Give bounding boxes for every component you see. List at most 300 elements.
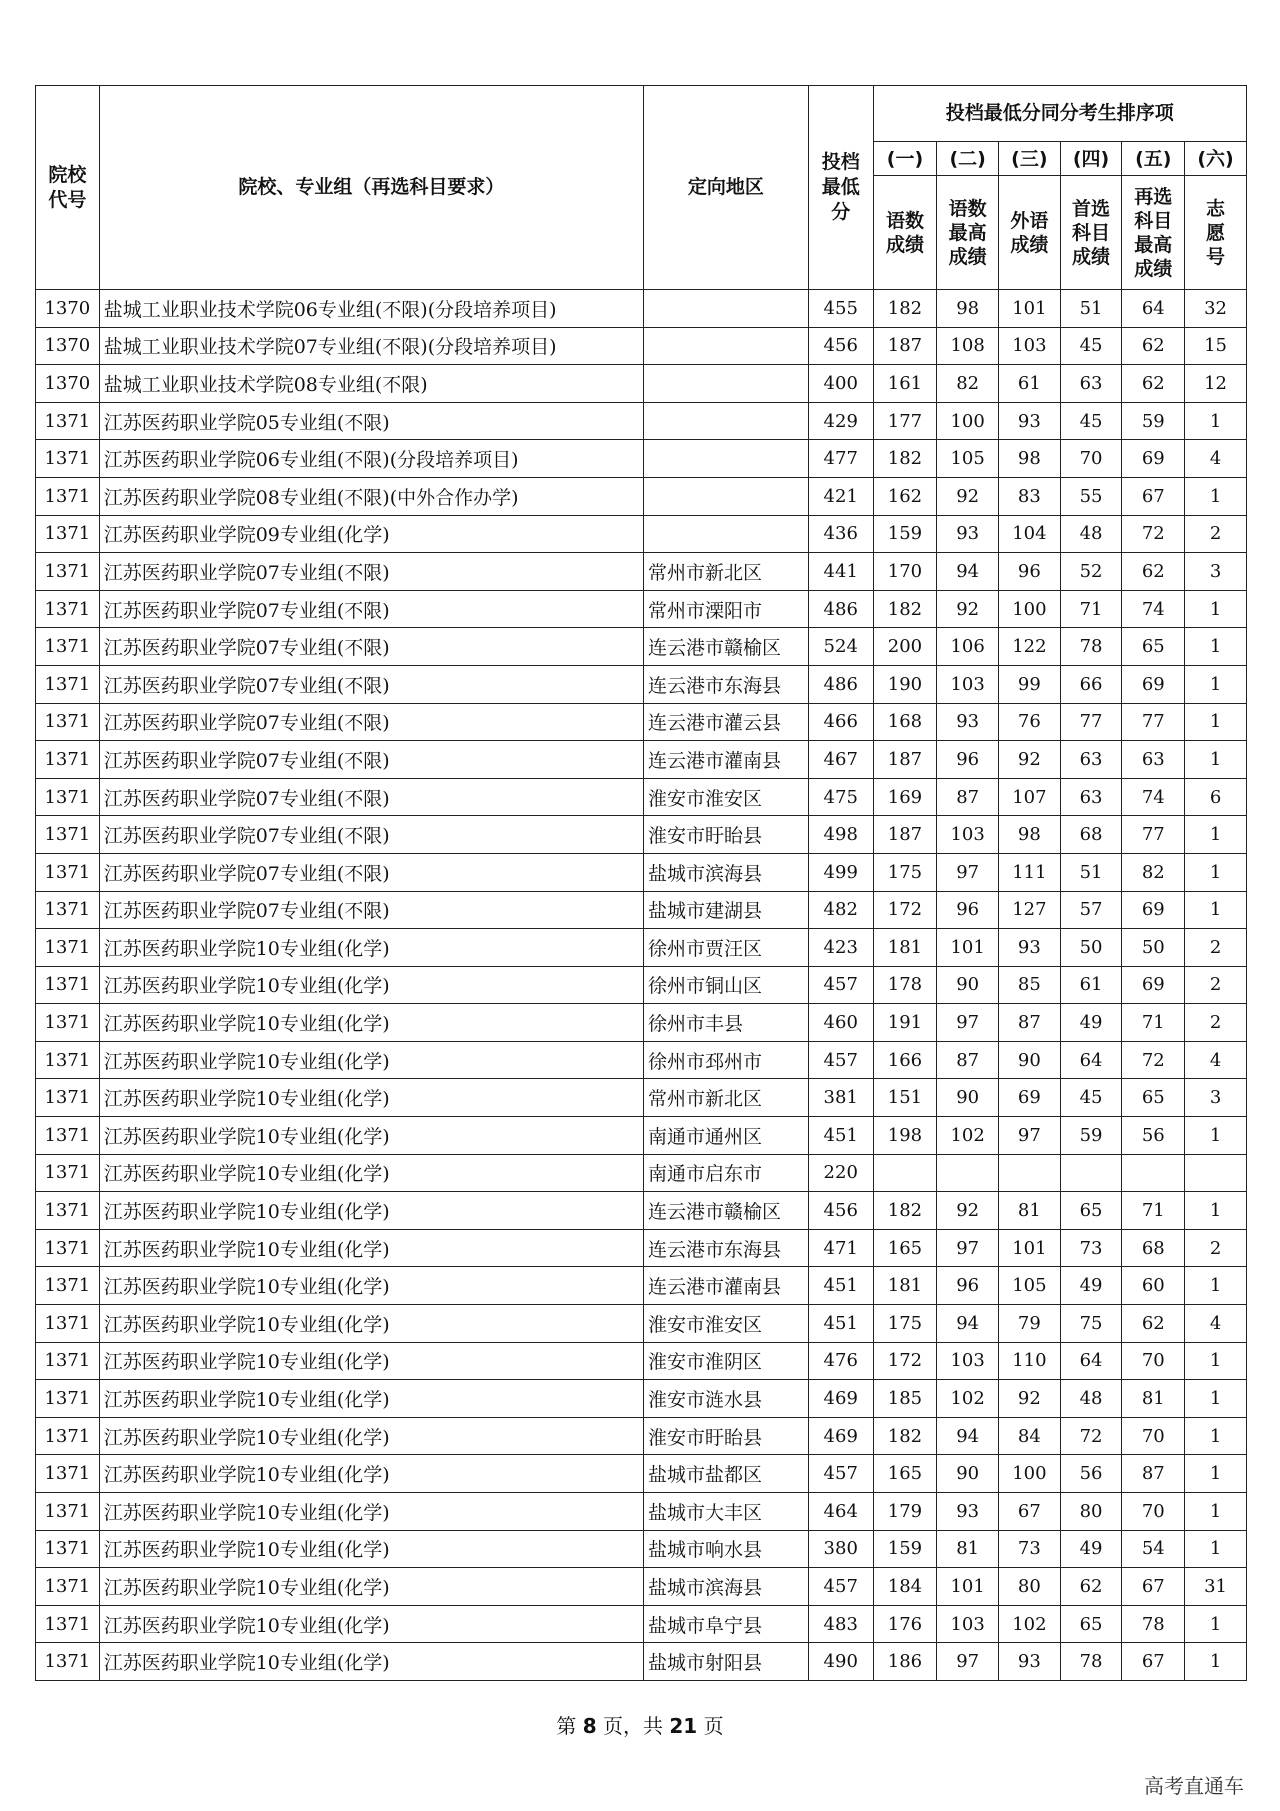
cell-s4: 56 bbox=[1060, 1455, 1122, 1493]
cell-name: 江苏医药职业学院10专业组(化学) bbox=[99, 1305, 643, 1343]
cell-s5: 70 bbox=[1122, 1342, 1185, 1380]
header-min-score: 投档最低分 bbox=[808, 86, 873, 290]
cell-s5: 74 bbox=[1122, 590, 1185, 628]
cell-s3: 79 bbox=[999, 1305, 1061, 1343]
cell-s1: 159 bbox=[873, 515, 937, 553]
cell-s5: 62 bbox=[1122, 365, 1185, 403]
cell-s6: 1 bbox=[1185, 402, 1247, 440]
cell-s5: 69 bbox=[1122, 665, 1185, 703]
cell-s1: 182 bbox=[873, 1417, 937, 1455]
cell-name: 盐城工业职业技术学院08专业组(不限) bbox=[99, 365, 643, 403]
cell-region: 连云港市灌云县 bbox=[643, 703, 808, 741]
cell-score: 423 bbox=[808, 929, 873, 967]
cell-name: 江苏医药职业学院10专业组(化学) bbox=[99, 1229, 643, 1267]
cell-s3: 87 bbox=[999, 1004, 1061, 1042]
cell-s6: 1 bbox=[1185, 1192, 1247, 1230]
cell-s6: 2 bbox=[1185, 966, 1247, 1004]
cell-s3: 101 bbox=[999, 1229, 1061, 1267]
cell-s1: 187 bbox=[873, 327, 937, 365]
cell-s2: 82 bbox=[937, 365, 999, 403]
cell-s2: 108 bbox=[937, 327, 999, 365]
cell-s4: 48 bbox=[1060, 515, 1122, 553]
cell-s3 bbox=[999, 1154, 1061, 1192]
cell-region: 徐州市丰县 bbox=[643, 1004, 808, 1042]
table-row bbox=[36, 1530, 1247, 1568]
cell-code: 1370 bbox=[36, 327, 100, 365]
cell-code: 1371 bbox=[36, 1568, 100, 1606]
cell-s4: 49 bbox=[1060, 1004, 1122, 1042]
cell-s3: 90 bbox=[999, 1041, 1061, 1079]
cell-score: 466 bbox=[808, 703, 873, 741]
table-row bbox=[36, 929, 1247, 967]
cell-s2: 87 bbox=[937, 778, 999, 816]
cell-s5: 56 bbox=[1122, 1117, 1185, 1155]
cell-s1: 181 bbox=[873, 929, 937, 967]
table-row bbox=[36, 1192, 1247, 1230]
cell-s5: 63 bbox=[1122, 741, 1185, 779]
cell-code: 1371 bbox=[36, 440, 100, 478]
cell-s4: 49 bbox=[1060, 1530, 1122, 1568]
header-sort-group: 投档最低分同分考生排序项 bbox=[873, 86, 1246, 142]
table-row bbox=[36, 816, 1247, 854]
cell-name: 盐城工业职业技术学院07专业组(不限)(分段培养项目) bbox=[99, 327, 643, 365]
cell-s5: 59 bbox=[1122, 402, 1185, 440]
cell-region bbox=[643, 402, 808, 440]
cell-s6: 2 bbox=[1185, 929, 1247, 967]
cell-code: 1371 bbox=[36, 891, 100, 929]
cell-code: 1371 bbox=[36, 477, 100, 515]
cell-s3: 122 bbox=[999, 628, 1061, 666]
cell-s1: 198 bbox=[873, 1117, 937, 1155]
cell-score: 475 bbox=[808, 778, 873, 816]
cell-region: 连云港市东海县 bbox=[643, 1229, 808, 1267]
cell-s2: 103 bbox=[937, 816, 999, 854]
table-row bbox=[36, 1568, 1247, 1606]
cell-region: 徐州市邳州市 bbox=[643, 1041, 808, 1079]
header-code: 院校代号 bbox=[36, 86, 100, 290]
cell-score: 451 bbox=[808, 1117, 873, 1155]
cell-name: 江苏医药职业学院10专业组(化学) bbox=[99, 1605, 643, 1643]
cell-region: 盐城市射阳县 bbox=[643, 1643, 808, 1681]
header-sub-num-1: (一) bbox=[873, 142, 937, 176]
cell-region: 盐城市盐都区 bbox=[643, 1455, 808, 1493]
table-row bbox=[36, 590, 1247, 628]
cell-s2: 105 bbox=[937, 440, 999, 478]
cell-s6: 1 bbox=[1185, 628, 1247, 666]
cell-region: 南通市通州区 bbox=[643, 1117, 808, 1155]
cell-score: 455 bbox=[808, 290, 873, 328]
table-row bbox=[36, 365, 1247, 403]
cell-s5: 67 bbox=[1122, 1643, 1185, 1681]
cell-name: 江苏医药职业学院10专业组(化学) bbox=[99, 1455, 643, 1493]
cell-code: 1371 bbox=[36, 1041, 100, 1079]
cell-score: 469 bbox=[808, 1417, 873, 1455]
cell-name: 江苏医药职业学院10专业组(化学) bbox=[99, 1417, 643, 1455]
cell-code: 1371 bbox=[36, 1267, 100, 1305]
cell-score: 469 bbox=[808, 1380, 873, 1418]
cell-code: 1371 bbox=[36, 590, 100, 628]
cell-s2: 106 bbox=[937, 628, 999, 666]
cell-s5: 70 bbox=[1122, 1493, 1185, 1531]
cell-s1: 179 bbox=[873, 1493, 937, 1531]
header-name: 院校、专业组（再选科目要求） bbox=[99, 86, 643, 290]
cell-s2: 93 bbox=[937, 515, 999, 553]
cell-s6: 1 bbox=[1185, 665, 1247, 703]
cell-score: 381 bbox=[808, 1079, 873, 1117]
cell-code: 1371 bbox=[36, 1004, 100, 1042]
cell-s4: 45 bbox=[1060, 1079, 1122, 1117]
cell-region bbox=[643, 365, 808, 403]
cell-s3: 98 bbox=[999, 440, 1061, 478]
header-sub-num-6: (六) bbox=[1185, 142, 1247, 176]
cell-s4: 63 bbox=[1060, 365, 1122, 403]
header-sub-num-4: (四) bbox=[1060, 142, 1122, 176]
header-sub-label-3: 外语成绩 bbox=[999, 176, 1061, 290]
cell-name: 江苏医药职业学院05专业组(不限) bbox=[99, 402, 643, 440]
cell-s4: 57 bbox=[1060, 891, 1122, 929]
cell-s5: 65 bbox=[1122, 628, 1185, 666]
cell-s2: 94 bbox=[937, 1305, 999, 1343]
cell-code: 1371 bbox=[36, 1455, 100, 1493]
cell-s1: 170 bbox=[873, 553, 937, 591]
cell-s5: 65 bbox=[1122, 1079, 1185, 1117]
table-row bbox=[36, 1229, 1247, 1267]
cell-code: 1371 bbox=[36, 1342, 100, 1380]
cell-s1: 184 bbox=[873, 1568, 937, 1606]
cell-code: 1371 bbox=[36, 1154, 100, 1192]
cell-s5: 77 bbox=[1122, 703, 1185, 741]
cell-s3: 92 bbox=[999, 1380, 1061, 1418]
table-row bbox=[36, 290, 1247, 328]
cell-s6: 1 bbox=[1185, 1380, 1247, 1418]
header-sub-label-6: 志愿号 bbox=[1185, 176, 1247, 290]
cell-s2: 96 bbox=[937, 1267, 999, 1305]
cell-score: 490 bbox=[808, 1643, 873, 1681]
cell-s1: 175 bbox=[873, 1305, 937, 1343]
cell-region bbox=[643, 327, 808, 365]
cell-s1: 166 bbox=[873, 1041, 937, 1079]
cell-s4: 77 bbox=[1060, 703, 1122, 741]
cell-score: 451 bbox=[808, 1267, 873, 1305]
cell-region bbox=[643, 477, 808, 515]
cell-s4: 64 bbox=[1060, 1041, 1122, 1079]
cell-score: 220 bbox=[808, 1154, 873, 1192]
cell-s6: 1 bbox=[1185, 853, 1247, 891]
cell-name: 江苏医药职业学院10专业组(化学) bbox=[99, 1192, 643, 1230]
cell-region: 盐城市建湖县 bbox=[643, 891, 808, 929]
cell-name: 江苏医药职业学院06专业组(不限)(分段培养项目) bbox=[99, 440, 643, 478]
cell-s5: 62 bbox=[1122, 553, 1185, 591]
table-row bbox=[36, 628, 1247, 666]
cell-region: 盐城市大丰区 bbox=[643, 1493, 808, 1531]
table-row bbox=[36, 515, 1247, 553]
cell-s3: 110 bbox=[999, 1342, 1061, 1380]
cell-s4: 50 bbox=[1060, 929, 1122, 967]
cell-s1: 191 bbox=[873, 1004, 937, 1042]
cell-score: 457 bbox=[808, 1568, 873, 1606]
cell-s2: 93 bbox=[937, 1493, 999, 1531]
cell-s3: 101 bbox=[999, 290, 1061, 328]
header-sub-num-2: (二) bbox=[937, 142, 999, 176]
header-sub-label-1: 语数成绩 bbox=[873, 176, 937, 290]
cell-s2: 97 bbox=[937, 853, 999, 891]
cell-name: 江苏医药职业学院10专业组(化学) bbox=[99, 1041, 643, 1079]
cell-s5 bbox=[1122, 1154, 1185, 1192]
cell-s4: 49 bbox=[1060, 1267, 1122, 1305]
cell-code: 1371 bbox=[36, 1117, 100, 1155]
cell-region bbox=[643, 440, 808, 478]
cell-s5: 62 bbox=[1122, 327, 1185, 365]
table-row bbox=[36, 1079, 1247, 1117]
cell-s6: 2 bbox=[1185, 1229, 1247, 1267]
cell-s3: 84 bbox=[999, 1417, 1061, 1455]
cell-s3: 105 bbox=[999, 1267, 1061, 1305]
cell-s6: 4 bbox=[1185, 440, 1247, 478]
cell-s5: 81 bbox=[1122, 1380, 1185, 1418]
cell-s2: 103 bbox=[937, 1605, 999, 1643]
cell-s2: 97 bbox=[937, 1229, 999, 1267]
table-row bbox=[36, 1004, 1247, 1042]
cell-s6: 2 bbox=[1185, 515, 1247, 553]
cell-s1: 161 bbox=[873, 365, 937, 403]
cell-score: 457 bbox=[808, 1041, 873, 1079]
cell-s1: 176 bbox=[873, 1605, 937, 1643]
cell-region: 连云港市东海县 bbox=[643, 665, 808, 703]
cell-s2: 81 bbox=[937, 1530, 999, 1568]
cell-region: 常州市新北区 bbox=[643, 553, 808, 591]
cell-name: 江苏医药职业学院10专业组(化学) bbox=[99, 1004, 643, 1042]
cell-code: 1371 bbox=[36, 929, 100, 967]
cell-s2: 94 bbox=[937, 553, 999, 591]
cell-region: 常州市新北区 bbox=[643, 1079, 808, 1117]
table-row bbox=[36, 966, 1247, 1004]
cell-name: 江苏医药职业学院10专业组(化学) bbox=[99, 1493, 643, 1531]
cell-score: 460 bbox=[808, 1004, 873, 1042]
cell-s6: 1 bbox=[1185, 1117, 1247, 1155]
table-row bbox=[36, 891, 1247, 929]
cell-region: 淮安市盱眙县 bbox=[643, 816, 808, 854]
cell-s3: 61 bbox=[999, 365, 1061, 403]
table-row bbox=[36, 440, 1247, 478]
cell-s6: 1 bbox=[1185, 1605, 1247, 1643]
cell-s1: 172 bbox=[873, 891, 937, 929]
cell-name: 江苏医药职业学院09专业组(化学) bbox=[99, 515, 643, 553]
cell-s1: 182 bbox=[873, 440, 937, 478]
table-row bbox=[36, 1493, 1247, 1531]
cell-name: 江苏医药职业学院08专业组(不限)(中外合作办学) bbox=[99, 477, 643, 515]
table-row bbox=[36, 402, 1247, 440]
cell-code: 1371 bbox=[36, 1530, 100, 1568]
cell-s6: 32 bbox=[1185, 290, 1247, 328]
cell-s5: 64 bbox=[1122, 290, 1185, 328]
cell-s1: 169 bbox=[873, 778, 937, 816]
cell-name: 江苏医药职业学院10专业组(化学) bbox=[99, 1568, 643, 1606]
cell-score: 380 bbox=[808, 1530, 873, 1568]
cell-code: 1371 bbox=[36, 966, 100, 1004]
cell-name: 江苏医药职业学院07专业组(不限) bbox=[99, 628, 643, 666]
cell-s5: 82 bbox=[1122, 853, 1185, 891]
cell-s4: 61 bbox=[1060, 966, 1122, 1004]
cell-s1: 182 bbox=[873, 1192, 937, 1230]
watermark-text: 高考直通车 bbox=[1144, 1774, 1244, 1798]
cell-name: 江苏医药职业学院07专业组(不限) bbox=[99, 665, 643, 703]
cell-code: 1371 bbox=[36, 515, 100, 553]
cell-s2: 90 bbox=[937, 1455, 999, 1493]
cell-score: 486 bbox=[808, 665, 873, 703]
cell-s1: 187 bbox=[873, 741, 937, 779]
cell-name: 江苏医药职业学院10专业组(化学) bbox=[99, 966, 643, 1004]
cell-s1: 162 bbox=[873, 477, 937, 515]
cell-s1: 182 bbox=[873, 590, 937, 628]
cell-s4: 52 bbox=[1060, 553, 1122, 591]
cell-name: 江苏医药职业学院07专业组(不限) bbox=[99, 816, 643, 854]
cell-s6: 3 bbox=[1185, 1079, 1247, 1117]
cell-s3: 67 bbox=[999, 1493, 1061, 1531]
cell-s1: 165 bbox=[873, 1229, 937, 1267]
cell-s6: 1 bbox=[1185, 477, 1247, 515]
cell-score: 471 bbox=[808, 1229, 873, 1267]
cell-name: 江苏医药职业学院07专业组(不限) bbox=[99, 891, 643, 929]
table-body bbox=[36, 290, 1247, 1681]
cell-s2: 101 bbox=[937, 929, 999, 967]
cell-s4: 65 bbox=[1060, 1605, 1122, 1643]
cell-s4: 59 bbox=[1060, 1117, 1122, 1155]
table-row bbox=[36, 1041, 1247, 1079]
cell-s6: 1 bbox=[1185, 1342, 1247, 1380]
cell-code: 1371 bbox=[36, 741, 100, 779]
cell-s6: 1 bbox=[1185, 1267, 1247, 1305]
cell-s1: 190 bbox=[873, 665, 937, 703]
table-row bbox=[36, 853, 1247, 891]
cell-s2: 93 bbox=[937, 703, 999, 741]
cell-s2: 101 bbox=[937, 1568, 999, 1606]
cell-s4: 78 bbox=[1060, 1643, 1122, 1681]
cell-s2: 92 bbox=[937, 477, 999, 515]
cell-code: 1370 bbox=[36, 365, 100, 403]
cell-s6: 1 bbox=[1185, 741, 1247, 779]
cell-score: 483 bbox=[808, 1605, 873, 1643]
cell-score: 421 bbox=[808, 477, 873, 515]
cell-code: 1371 bbox=[36, 1305, 100, 1343]
cell-s6: 1 bbox=[1185, 590, 1247, 628]
cell-s2: 98 bbox=[937, 290, 999, 328]
cell-region: 徐州市铜山区 bbox=[643, 966, 808, 1004]
table-row bbox=[36, 327, 1247, 365]
cell-s3: 80 bbox=[999, 1568, 1061, 1606]
cell-region bbox=[643, 515, 808, 553]
cell-s1: 168 bbox=[873, 703, 937, 741]
cell-score: 451 bbox=[808, 1305, 873, 1343]
cell-name: 江苏医药职业学院07专业组(不限) bbox=[99, 853, 643, 891]
cell-score: 499 bbox=[808, 853, 873, 891]
cell-s1: 181 bbox=[873, 1267, 937, 1305]
cell-s2: 103 bbox=[937, 665, 999, 703]
cell-s6: 4 bbox=[1185, 1041, 1247, 1079]
cell-s5: 72 bbox=[1122, 1041, 1185, 1079]
table-row bbox=[36, 1305, 1247, 1343]
cell-s6: 1 bbox=[1185, 1417, 1247, 1455]
cell-s1: 165 bbox=[873, 1455, 937, 1493]
cell-region: 连云港市赣榆区 bbox=[643, 1192, 808, 1230]
cell-s4 bbox=[1060, 1154, 1122, 1192]
cell-s3: 107 bbox=[999, 778, 1061, 816]
cell-code: 1371 bbox=[36, 778, 100, 816]
cell-code: 1371 bbox=[36, 1493, 100, 1531]
cell-name: 江苏医药职业学院07专业组(不限) bbox=[99, 590, 643, 628]
table-row bbox=[36, 1380, 1247, 1418]
cell-s6: 2 bbox=[1185, 1004, 1247, 1042]
table-row bbox=[36, 1455, 1247, 1493]
cell-s6: 15 bbox=[1185, 327, 1247, 365]
cell-name: 江苏医药职业学院10专业组(化学) bbox=[99, 929, 643, 967]
cell-name: 盐城工业职业技术学院06专业组(不限)(分段培养项目) bbox=[99, 290, 643, 328]
cell-s2: 90 bbox=[937, 966, 999, 1004]
cell-s6: 1 bbox=[1185, 1493, 1247, 1531]
table-row bbox=[36, 1267, 1247, 1305]
cell-s3: 85 bbox=[999, 966, 1061, 1004]
cell-code: 1371 bbox=[36, 402, 100, 440]
cell-code: 1371 bbox=[36, 1380, 100, 1418]
header-sub-num-3: (三) bbox=[999, 142, 1061, 176]
cell-s1: 172 bbox=[873, 1342, 937, 1380]
cell-region: 徐州市贾汪区 bbox=[643, 929, 808, 967]
cell-s4: 64 bbox=[1060, 1342, 1122, 1380]
cell-s4: 45 bbox=[1060, 327, 1122, 365]
table-row bbox=[36, 665, 1247, 703]
cell-s4: 51 bbox=[1060, 290, 1122, 328]
cell-score: 524 bbox=[808, 628, 873, 666]
cell-code: 1371 bbox=[36, 628, 100, 666]
cell-s4: 68 bbox=[1060, 816, 1122, 854]
cell-s5: 74 bbox=[1122, 778, 1185, 816]
cell-s3: 102 bbox=[999, 1605, 1061, 1643]
cell-s4: 70 bbox=[1060, 440, 1122, 478]
table-row bbox=[36, 741, 1247, 779]
cell-s2: 92 bbox=[937, 590, 999, 628]
cell-s1: 159 bbox=[873, 1530, 937, 1568]
cell-score: 400 bbox=[808, 365, 873, 403]
cell-s3: 93 bbox=[999, 402, 1061, 440]
cell-s2 bbox=[937, 1154, 999, 1192]
cell-s5: 77 bbox=[1122, 816, 1185, 854]
page-footer: 第 8 页，共 21 页 bbox=[556, 1714, 724, 1738]
cell-s4: 71 bbox=[1060, 590, 1122, 628]
cell-s3: 99 bbox=[999, 665, 1061, 703]
cell-s5: 71 bbox=[1122, 1004, 1185, 1042]
cell-s2: 103 bbox=[937, 1342, 999, 1380]
cell-s2: 100 bbox=[937, 402, 999, 440]
cell-s1: 186 bbox=[873, 1643, 937, 1681]
cell-s1 bbox=[873, 1154, 937, 1192]
cell-s1: 178 bbox=[873, 966, 937, 1004]
cell-s5: 69 bbox=[1122, 891, 1185, 929]
cell-s2: 87 bbox=[937, 1041, 999, 1079]
cell-name: 江苏医药职业学院10专业组(化学) bbox=[99, 1643, 643, 1681]
cell-code: 1371 bbox=[36, 853, 100, 891]
cell-region: 连云港市灌南县 bbox=[643, 1267, 808, 1305]
cell-s4: 65 bbox=[1060, 1192, 1122, 1230]
cell-name: 江苏医药职业学院07专业组(不限) bbox=[99, 553, 643, 591]
cell-score: 457 bbox=[808, 966, 873, 1004]
table-row bbox=[36, 703, 1247, 741]
cell-code: 1371 bbox=[36, 703, 100, 741]
cell-s6: 1 bbox=[1185, 891, 1247, 929]
cell-s3: 111 bbox=[999, 853, 1061, 891]
cell-s6: 1 bbox=[1185, 816, 1247, 854]
cell-s6: 1 bbox=[1185, 1530, 1247, 1568]
cell-s5: 78 bbox=[1122, 1605, 1185, 1643]
cell-s2: 102 bbox=[937, 1117, 999, 1155]
